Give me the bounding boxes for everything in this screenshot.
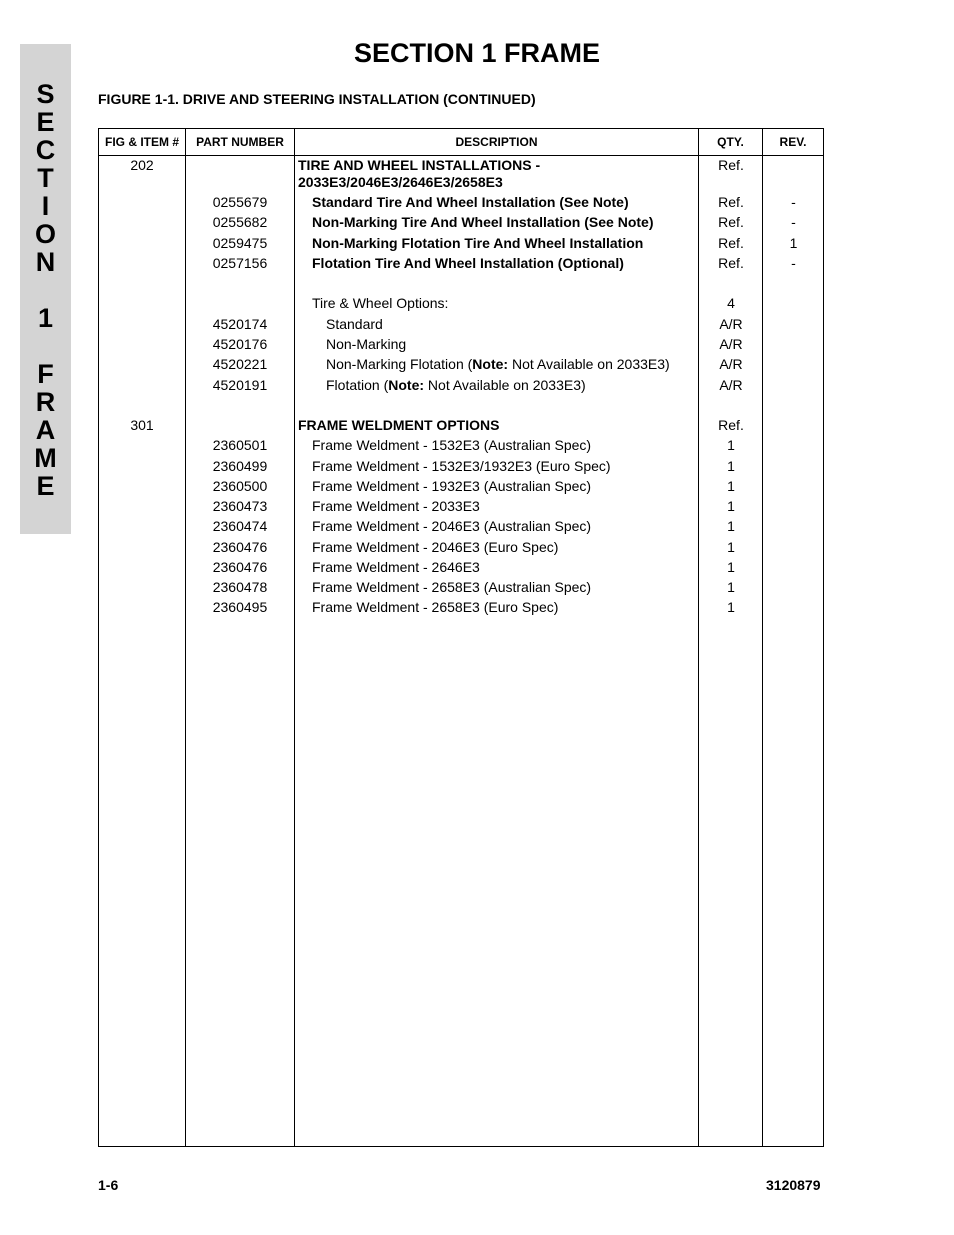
- side-tab-letter: T: [37, 163, 54, 193]
- header-qty: QTY.: [717, 135, 744, 149]
- note-label: Note:: [472, 356, 509, 372]
- description-cell: [326, 356, 670, 373]
- description-cell: Frame Weldment - 2046E3 (Euro Spec): [312, 539, 559, 555]
- description-cell: Frame Weldment - 1532E3 (Australian Spec): [312, 437, 592, 453]
- qty-cell: A/R: [719, 356, 743, 372]
- description-cell: 2033E3/2046E3/2646E3/2658E3: [298, 174, 503, 190]
- side-tab-letter: S: [36, 79, 55, 109]
- qty-cell: 1: [727, 478, 735, 494]
- qty-cell: 4: [727, 295, 735, 311]
- parts-table: [98, 128, 824, 1147]
- description-cell: Frame Weldment - 2646E3: [312, 559, 480, 575]
- section-side-tab: [20, 44, 71, 534]
- side-tab-letter: I: [41, 191, 50, 221]
- fig-item-cell: 202: [130, 157, 154, 173]
- description-cell: Frame Weldment - 2033E3: [312, 498, 480, 514]
- header-rev: REV.: [779, 135, 807, 149]
- part-number-cell: 2360474: [212, 518, 268, 534]
- page-number: 1-6: [98, 1177, 119, 1193]
- part-number-cell: 2360501: [212, 437, 268, 453]
- description-cell: Non-Marking Flotation Tire And Wheel Installation: [312, 235, 644, 251]
- description-cell: [326, 377, 586, 394]
- side-tab-letter: C: [35, 135, 56, 165]
- side-tab-letter: E: [36, 471, 55, 501]
- column-divider: [698, 129, 699, 1146]
- fig-item-cell: 301: [130, 417, 154, 433]
- figure-title: FIGURE 1-1. DRIVE AND STEERING INSTALLATION (CONTINUED): [98, 91, 536, 107]
- description-cell: TIRE AND WHEEL INSTALLATIONS -: [298, 157, 541, 173]
- description-cell: Flotation Tire And Wheel Installation (Optional): [312, 255, 624, 271]
- part-number-cell: 0259475: [212, 235, 268, 251]
- header-description: DESCRIPTION: [455, 135, 538, 149]
- description-cell: Standard: [326, 316, 383, 332]
- rev-cell: -: [791, 194, 796, 210]
- part-number-cell: 4520191: [212, 377, 268, 393]
- part-number-cell: 2360499: [212, 458, 268, 474]
- page-title: SECTION 1 FRAME: [353, 38, 601, 68]
- qty-cell: A/R: [719, 377, 743, 393]
- description-cell: Frame Weldment - 2658E3 (Australian Spec): [312, 579, 592, 595]
- part-number-cell: 2360478: [212, 579, 268, 595]
- description-text: Not Available on 2033E3): [508, 356, 670, 372]
- rev-cell: -: [791, 214, 796, 230]
- side-tab-letter: E: [36, 107, 55, 137]
- description-cell: Frame Weldment - 1532E3/1932E3 (Euro Spec): [312, 458, 611, 474]
- qty-cell: 1: [727, 498, 735, 514]
- part-number-cell: 2360476: [212, 559, 268, 575]
- description-cell: Non-Marking: [326, 336, 407, 352]
- header-part-number: PART NUMBER: [196, 135, 284, 149]
- qty-cell: 1: [727, 437, 735, 453]
- description-cell: Standard Tire And Wheel Installation (See Note): [312, 194, 629, 210]
- part-number-cell: 4520221: [212, 356, 268, 372]
- header-divider: [99, 155, 823, 156]
- part-number-cell: 2360495: [212, 599, 268, 615]
- qty-cell: Ref.: [718, 255, 744, 271]
- qty-cell: 1: [727, 579, 735, 595]
- column-divider: [762, 129, 763, 1146]
- column-divider: [294, 129, 295, 1146]
- part-number-cell: 4520176: [212, 336, 268, 352]
- part-number-cell: 2360473: [212, 498, 268, 514]
- description-text: Not Available on 2033E3): [424, 377, 586, 393]
- rev-cell: -: [791, 255, 796, 271]
- qty-cell: A/R: [719, 336, 743, 352]
- qty-cell: 1: [727, 539, 735, 555]
- side-tab-letter: F: [37, 359, 54, 389]
- note-label: Note:: [388, 377, 425, 393]
- side-tab-letter: 1: [37, 303, 54, 333]
- document-number: 3120879: [766, 1177, 821, 1193]
- part-number-cell: 2360476: [212, 539, 268, 555]
- side-tab-letter: O: [34, 219, 56, 249]
- qty-cell: 1: [727, 458, 735, 474]
- qty-cell: 1: [727, 518, 735, 534]
- part-number-cell: 2360500: [212, 478, 268, 494]
- description-cell: Frame Weldment - 1932E3 (Australian Spec): [312, 478, 592, 494]
- part-number-cell: 0255679: [212, 194, 268, 210]
- qty-cell: 1: [727, 559, 735, 575]
- side-tab-letter: A: [35, 415, 56, 445]
- description-cell: Non-Marking Tire And Wheel Installation (See Note): [312, 214, 654, 230]
- qty-cell: Ref.: [718, 157, 744, 173]
- column-divider: [185, 129, 186, 1146]
- qty-cell: 1: [727, 599, 735, 615]
- description-cell: Frame Weldment - 2658E3 (Euro Spec): [312, 599, 559, 615]
- part-number-cell: 4520174: [212, 316, 268, 332]
- qty-cell: Ref.: [718, 235, 744, 251]
- description-cell: Tire & Wheel Options:: [312, 295, 449, 311]
- side-tab-letter: R: [35, 387, 56, 417]
- part-number-cell: 0257156: [212, 255, 268, 271]
- qty-cell: Ref.: [718, 417, 744, 433]
- description-text: Non-Marking Flotation (: [326, 356, 473, 372]
- description-cell: FRAME WELDMENT OPTIONS: [298, 417, 500, 433]
- description-text: Flotation (: [326, 377, 389, 393]
- side-tab-letter: M: [34, 443, 57, 473]
- qty-cell: A/R: [719, 316, 743, 332]
- header-fig-item: FIG & ITEM #: [104, 135, 179, 149]
- qty-cell: Ref.: [718, 194, 744, 210]
- part-number-cell: 0255682: [212, 214, 268, 230]
- side-tab-letter: N: [35, 247, 56, 277]
- qty-cell: Ref.: [718, 214, 744, 230]
- description-cell: Frame Weldment - 2046E3 (Australian Spec): [312, 518, 592, 534]
- rev-cell: 1: [789, 235, 798, 251]
